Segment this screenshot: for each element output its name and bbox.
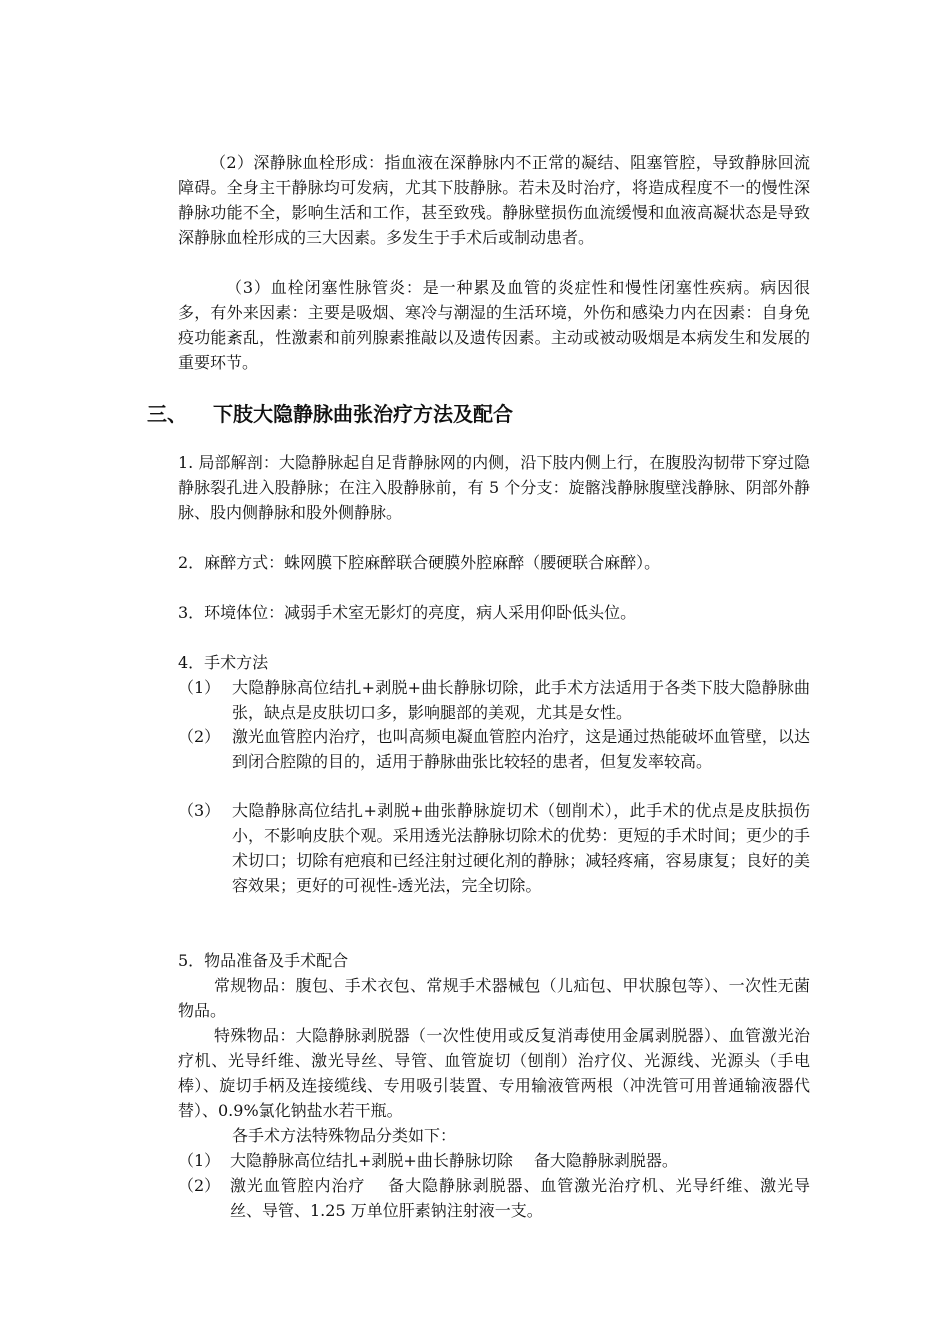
item-anatomy: 1. 局部解剖：大隐静脉起自足背静脉网的内侧，沿下肢内侧上行，在腹股沟韧带下穿过隐静脉裂孔进入股静脉；在注入股静脉前，有 5 个分支：旋髂浅静脉腹壁浅静脉、阴部外静脉、股内侧静脉和股外侧静脉。 xyxy=(178,453,810,522)
item-anesthesia: 2．麻醉方式：蛛网膜下腔麻醉联合硬膜外腔麻醉（腰硬联合麻醉）。 xyxy=(178,553,661,572)
list-text: 大隐静脉高位结扎+剥脱+曲长静脉切除，此手术方法适用于各类下肢大隐静脉曲张，缺点是皮肤切口多，影响腿部的美观，尤其是女性。 xyxy=(232,678,810,722)
paragraph-thromboangiitis: （3）血栓闭塞性脉管炎：是一种累及血管的炎症性和慢性闭塞性疾病。病因很多，有外来因素：主要是吸烟、寒冷与潮湿的生活环境，外伤和感染力内在因素：自身免疫功能紊乱，性激素和前列腺素推敲以及遗传因素。主动或被动吸烟是本病发生和发展的重要环节。 xyxy=(178,278,810,372)
supplies-title: 5．物品准备及手术配合 xyxy=(178,951,349,970)
category-intro: 各手术方法特殊物品分类如下： xyxy=(232,1126,457,1145)
list-text: 大隐静脉高位结扎+剥脱+曲长静脉切除 备大隐静脉剥脱器。 xyxy=(230,1151,678,1170)
section-title: 下肢大隐静脉曲张治疗方法及配合 xyxy=(213,402,513,426)
item-surgical-methods: 4．手术方法 xyxy=(178,653,269,672)
list-marker: （1） xyxy=(178,1151,221,1170)
method-item-1 xyxy=(178,675,810,725)
item-position: 3．环境体位：减弱手术室无影灯的亮度，病人采用仰卧低头位。 xyxy=(178,603,637,622)
method-item-2 xyxy=(178,724,810,774)
routine-supplies: 常规物品：腹包、手术衣包、常规手术器械包（儿疝包、甲状腺包等）、一次性无菌物品。 xyxy=(178,976,810,1020)
special-supplies: 特殊物品：大隐静脉剥脱器（一次性使用或反复消毒使用金属剥脱器）、血管激光治疗机、光导纤维、激光导丝、导管、血管旋切（刨削）治疗仪、光源线、光源头（手电棒）、旋切手柄及连接缆线、专用吸引装置、专用输液管两根（冲洗管可用普通输液器代替）、0.9%氯化钠盐水若干瓶。 xyxy=(178,1026,810,1120)
list-marker: （3） xyxy=(178,801,221,820)
method-item-3 xyxy=(178,798,810,898)
list-marker: （1） xyxy=(178,678,221,697)
list-marker: （2） xyxy=(178,727,221,746)
category-item-1 xyxy=(178,1148,810,1173)
category-item-2 xyxy=(178,1173,810,1223)
list-text: 激光血管腔内治疗，也叫高频电凝血管腔内治疗，这是通过热能破坏血管壁，以达到闭合腔隙的目的，适用于静脉曲张比较轻的患者，但复发率较高。 xyxy=(232,727,810,771)
section-number: 三、 xyxy=(147,402,187,426)
list-marker: （2） xyxy=(178,1176,221,1195)
list-text: 大隐静脉高位结扎+剥脱+曲张静脉旋切术（刨削术），此手术的优点是皮肤损伤小，不影响皮肤个观。采用透光法静脉切除术的优势：更短的手术时间；更少的手术切口；切除有疤痕和已经注射过硬化剂的静脉；减轻疼痛，容易康复；良好的美容效果；更好的可视性-透光法，完全切除。 xyxy=(232,801,810,895)
section-heading xyxy=(147,398,513,427)
list-text: 激光血管腔内治疗 备大隐静脉剥脱器、血管激光治疗机、光导纤维、激光导丝、导管、1.25 万单位肝素钠注射液一支。 xyxy=(230,1176,810,1220)
paragraph-dvt: （2）深静脉血栓形成：指血液在深静脉内不正常的凝结、阻塞管腔，导致静脉回流障碍。全身主干静脉均可发病，尤其下肢静脉。若未及时治疗，将造成程度不一的慢性深静脉功能不全，影响生活和工作，甚至致残。静脉壁损伤血流缓慢和血液高凝状态是导致深静脉血栓形成的三大因素。多发生于手术后或制动患者。 xyxy=(178,153,810,247)
